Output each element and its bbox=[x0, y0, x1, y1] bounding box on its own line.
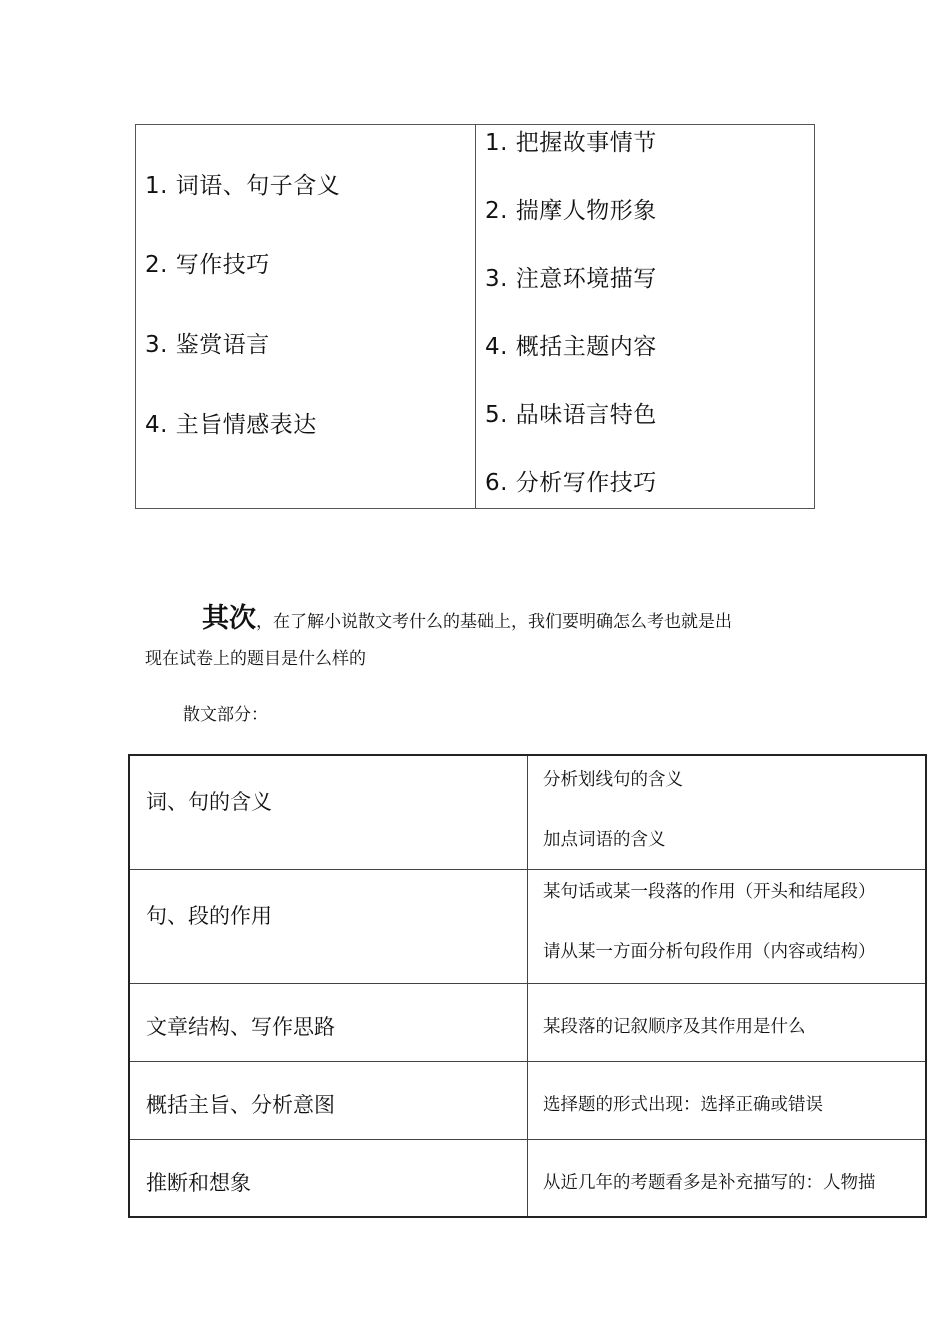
table-row bbox=[130, 756, 925, 870]
question-example: 某句话或某一段落的作用（开头和结尾段） bbox=[543, 882, 876, 902]
table-cell bbox=[130, 756, 528, 869]
paragraph-line-1: ，在了解小说散文考什么的基础上，我们要明确怎么考也就是出 bbox=[256, 612, 732, 632]
intro-paragraph bbox=[145, 600, 825, 678]
question-example: 某段落的记叙顺序及其作用是什么 bbox=[543, 1017, 806, 1037]
list-item: 5. 品味语言特色 bbox=[485, 402, 657, 428]
table-cell bbox=[528, 984, 925, 1061]
summary-table bbox=[135, 124, 815, 509]
list-item: 2. 写作技巧 bbox=[145, 252, 270, 278]
question-example: 请从某一方面分析句段作用（内容或结构） bbox=[543, 942, 876, 962]
paragraph-line-2: 现在试卷上的题目是什么样的 bbox=[145, 649, 366, 669]
table-row bbox=[130, 1062, 925, 1140]
table-cell bbox=[130, 984, 528, 1061]
row-topic: 概括主旨、分析意图 bbox=[146, 1093, 335, 1117]
question-example: 分析划线句的含义 bbox=[543, 770, 683, 790]
table-row bbox=[130, 984, 925, 1062]
row-topic: 文章结构、写作思路 bbox=[146, 1015, 335, 1039]
row-topic: 句、段的作用 bbox=[146, 904, 272, 928]
table-cell bbox=[130, 1062, 528, 1139]
list-item: 4. 概括主题内容 bbox=[485, 334, 657, 360]
table-cell bbox=[528, 756, 925, 869]
table-cell bbox=[130, 1140, 528, 1216]
list-item: 3. 鉴赏语言 bbox=[145, 332, 270, 358]
question-example: 选择题的形式出现：选择正确或错误 bbox=[543, 1095, 823, 1115]
essay-points-column bbox=[136, 125, 476, 508]
table-row bbox=[130, 1140, 925, 1216]
paragraph-lead: 其次 bbox=[202, 603, 256, 634]
question-example: 从近几年的考题看多是补充描写的：人物描 bbox=[543, 1173, 876, 1193]
table-cell bbox=[528, 870, 925, 983]
list-item: 1. 词语、句子含义 bbox=[145, 173, 341, 199]
table-cell bbox=[130, 870, 528, 983]
row-topic: 推断和想象 bbox=[146, 1171, 251, 1195]
row-topic: 词、句的含义 bbox=[146, 790, 272, 814]
list-item: 2. 揣摩人物形象 bbox=[485, 198, 657, 224]
table-cell bbox=[528, 1140, 925, 1216]
list-item: 4. 主旨情感表达 bbox=[145, 412, 317, 438]
section-label: 散文部分： bbox=[183, 705, 268, 725]
table-row bbox=[130, 870, 925, 984]
list-item: 3. 注意环境描写 bbox=[485, 266, 657, 292]
novel-points-column bbox=[476, 125, 814, 508]
table-cell bbox=[528, 1062, 925, 1139]
list-item: 1. 把握故事情节 bbox=[485, 130, 657, 156]
list-item: 6. 分析写作技巧 bbox=[485, 470, 657, 496]
question-types-table bbox=[128, 754, 927, 1218]
question-example: 加点词语的含义 bbox=[543, 830, 666, 850]
